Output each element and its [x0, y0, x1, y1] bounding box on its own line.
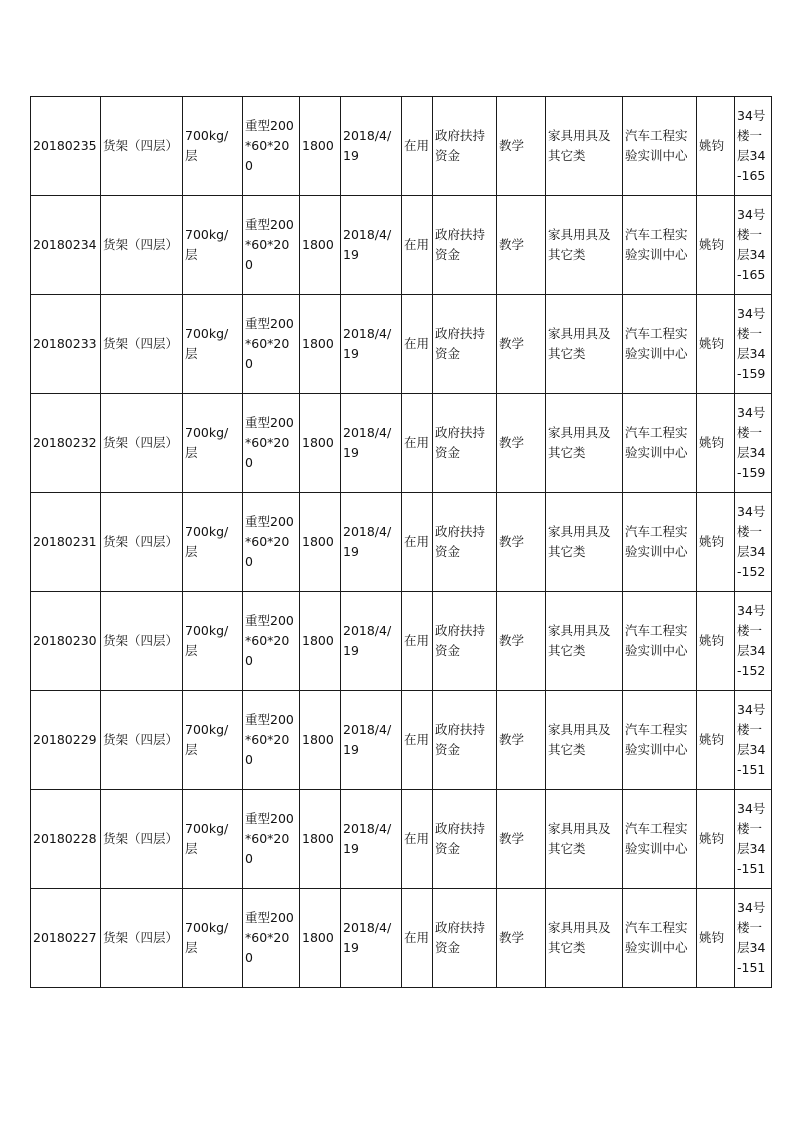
funding-source-cell: 政府扶持资金	[433, 295, 497, 394]
funding-source-cell: 政府扶持资金	[433, 493, 497, 592]
asset-id-cell: 20180229	[31, 691, 101, 790]
status-cell: 在用	[402, 790, 433, 889]
price-cell: 1800	[300, 592, 341, 691]
table-row	[31, 790, 772, 889]
funding-source-cell: 政府扶持资金	[433, 196, 497, 295]
asset-id-cell: 20180232	[31, 394, 101, 493]
spec-cell: 重型200*60*200	[243, 196, 300, 295]
asset-id-cell: 20180235	[31, 97, 101, 196]
table-row	[31, 394, 772, 493]
category-cell: 家具用具及其它类	[546, 691, 623, 790]
category-cell: 家具用具及其它类	[546, 295, 623, 394]
purchase-date-cell: 2018/4/19	[341, 790, 402, 889]
asset-name-cell: 货架（四层）	[101, 295, 183, 394]
department-cell: 汽车工程实验实训中心	[623, 394, 697, 493]
location-cell: 34号楼一层34-159	[735, 295, 772, 394]
custodian-cell: 姚钧	[697, 889, 735, 988]
asset-name-cell: 货架（四层）	[101, 691, 183, 790]
status-cell: 在用	[402, 493, 433, 592]
price-cell: 1800	[300, 97, 341, 196]
price-cell: 1800	[300, 889, 341, 988]
capacity-cell: 700kg/层	[183, 691, 243, 790]
status-cell: 在用	[402, 691, 433, 790]
custodian-cell: 姚钧	[697, 295, 735, 394]
spec-cell: 重型200*60*200	[243, 394, 300, 493]
department-cell: 汽车工程实验实训中心	[623, 295, 697, 394]
price-cell: 1800	[300, 394, 341, 493]
asset-id-cell: 20180234	[31, 196, 101, 295]
asset-id-cell: 20180227	[31, 889, 101, 988]
asset-name-cell: 货架（四层）	[101, 889, 183, 988]
asset-id-cell: 20180233	[31, 295, 101, 394]
department-cell: 汽车工程实验实训中心	[623, 889, 697, 988]
spec-cell: 重型200*60*200	[243, 97, 300, 196]
asset-name-cell: 货架（四层）	[101, 97, 183, 196]
status-cell: 在用	[402, 592, 433, 691]
usage-cell: 教学	[497, 691, 546, 790]
category-cell: 家具用具及其它类	[546, 394, 623, 493]
asset-name-cell: 货架（四层）	[101, 592, 183, 691]
usage-cell: 教学	[497, 295, 546, 394]
department-cell: 汽车工程实验实训中心	[623, 790, 697, 889]
price-cell: 1800	[300, 196, 341, 295]
table-row	[31, 493, 772, 592]
location-cell: 34号楼一层34-165	[735, 196, 772, 295]
usage-cell: 教学	[497, 394, 546, 493]
department-cell: 汽车工程实验实训中心	[623, 592, 697, 691]
status-cell: 在用	[402, 97, 433, 196]
status-cell: 在用	[402, 394, 433, 493]
location-cell: 34号楼一层34-151	[735, 691, 772, 790]
funding-source-cell: 政府扶持资金	[433, 790, 497, 889]
custodian-cell: 姚钧	[697, 493, 735, 592]
custodian-cell: 姚钧	[697, 592, 735, 691]
asset-name-cell: 货架（四层）	[101, 394, 183, 493]
asset-name-cell: 货架（四层）	[101, 493, 183, 592]
capacity-cell: 700kg/层	[183, 394, 243, 493]
category-cell: 家具用具及其它类	[546, 889, 623, 988]
location-cell: 34号楼一层34-151	[735, 790, 772, 889]
price-cell: 1800	[300, 691, 341, 790]
usage-cell: 教学	[497, 97, 546, 196]
department-cell: 汽车工程实验实训中心	[623, 691, 697, 790]
asset-table	[30, 96, 772, 988]
capacity-cell: 700kg/层	[183, 592, 243, 691]
purchase-date-cell: 2018/4/19	[341, 295, 402, 394]
location-cell: 34号楼一层34-152	[735, 592, 772, 691]
table-row	[31, 691, 772, 790]
capacity-cell: 700kg/层	[183, 196, 243, 295]
funding-source-cell: 政府扶持资金	[433, 889, 497, 988]
status-cell: 在用	[402, 295, 433, 394]
purchase-date-cell: 2018/4/19	[341, 691, 402, 790]
usage-cell: 教学	[497, 592, 546, 691]
custodian-cell: 姚钧	[697, 196, 735, 295]
custodian-cell: 姚钧	[697, 97, 735, 196]
asset-id-cell: 20180230	[31, 592, 101, 691]
table-row	[31, 196, 772, 295]
category-cell: 家具用具及其它类	[546, 196, 623, 295]
custodian-cell: 姚钧	[697, 394, 735, 493]
custodian-cell: 姚钧	[697, 790, 735, 889]
capacity-cell: 700kg/层	[183, 790, 243, 889]
capacity-cell: 700kg/层	[183, 97, 243, 196]
custodian-cell: 姚钧	[697, 691, 735, 790]
purchase-date-cell: 2018/4/19	[341, 196, 402, 295]
table-row	[31, 97, 772, 196]
department-cell: 汽车工程实验实训中心	[623, 493, 697, 592]
asset-id-cell: 20180228	[31, 790, 101, 889]
spec-cell: 重型200*60*200	[243, 691, 300, 790]
price-cell: 1800	[300, 790, 341, 889]
department-cell: 汽车工程实验实训中心	[623, 97, 697, 196]
table-row	[31, 592, 772, 691]
purchase-date-cell: 2018/4/19	[341, 394, 402, 493]
status-cell: 在用	[402, 889, 433, 988]
asset-name-cell: 货架（四层）	[101, 196, 183, 295]
asset-name-cell: 货架（四层）	[101, 790, 183, 889]
category-cell: 家具用具及其它类	[546, 592, 623, 691]
category-cell: 家具用具及其它类	[546, 97, 623, 196]
category-cell: 家具用具及其它类	[546, 790, 623, 889]
status-cell: 在用	[402, 196, 433, 295]
spec-cell: 重型200*60*200	[243, 295, 300, 394]
spec-cell: 重型200*60*200	[243, 493, 300, 592]
funding-source-cell: 政府扶持资金	[433, 691, 497, 790]
purchase-date-cell: 2018/4/19	[341, 493, 402, 592]
capacity-cell: 700kg/层	[183, 295, 243, 394]
spec-cell: 重型200*60*200	[243, 889, 300, 988]
location-cell: 34号楼一层34-152	[735, 493, 772, 592]
price-cell: 1800	[300, 295, 341, 394]
table-row	[31, 295, 772, 394]
funding-source-cell: 政府扶持资金	[433, 97, 497, 196]
funding-source-cell: 政府扶持资金	[433, 394, 497, 493]
asset-id-cell: 20180231	[31, 493, 101, 592]
purchase-date-cell: 2018/4/19	[341, 889, 402, 988]
table-row	[31, 889, 772, 988]
purchase-date-cell: 2018/4/19	[341, 592, 402, 691]
purchase-date-cell: 2018/4/19	[341, 97, 402, 196]
asset-table-body	[31, 97, 772, 988]
location-cell: 34号楼一层34-151	[735, 889, 772, 988]
capacity-cell: 700kg/层	[183, 493, 243, 592]
price-cell: 1800	[300, 493, 341, 592]
funding-source-cell: 政府扶持资金	[433, 592, 497, 691]
department-cell: 汽车工程实验实训中心	[623, 196, 697, 295]
spec-cell: 重型200*60*200	[243, 790, 300, 889]
usage-cell: 教学	[497, 196, 546, 295]
spec-cell: 重型200*60*200	[243, 592, 300, 691]
location-cell: 34号楼一层34-159	[735, 394, 772, 493]
usage-cell: 教学	[497, 790, 546, 889]
usage-cell: 教学	[497, 889, 546, 988]
location-cell: 34号楼一层34-165	[735, 97, 772, 196]
usage-cell: 教学	[497, 493, 546, 592]
capacity-cell: 700kg/层	[183, 889, 243, 988]
category-cell: 家具用具及其它类	[546, 493, 623, 592]
